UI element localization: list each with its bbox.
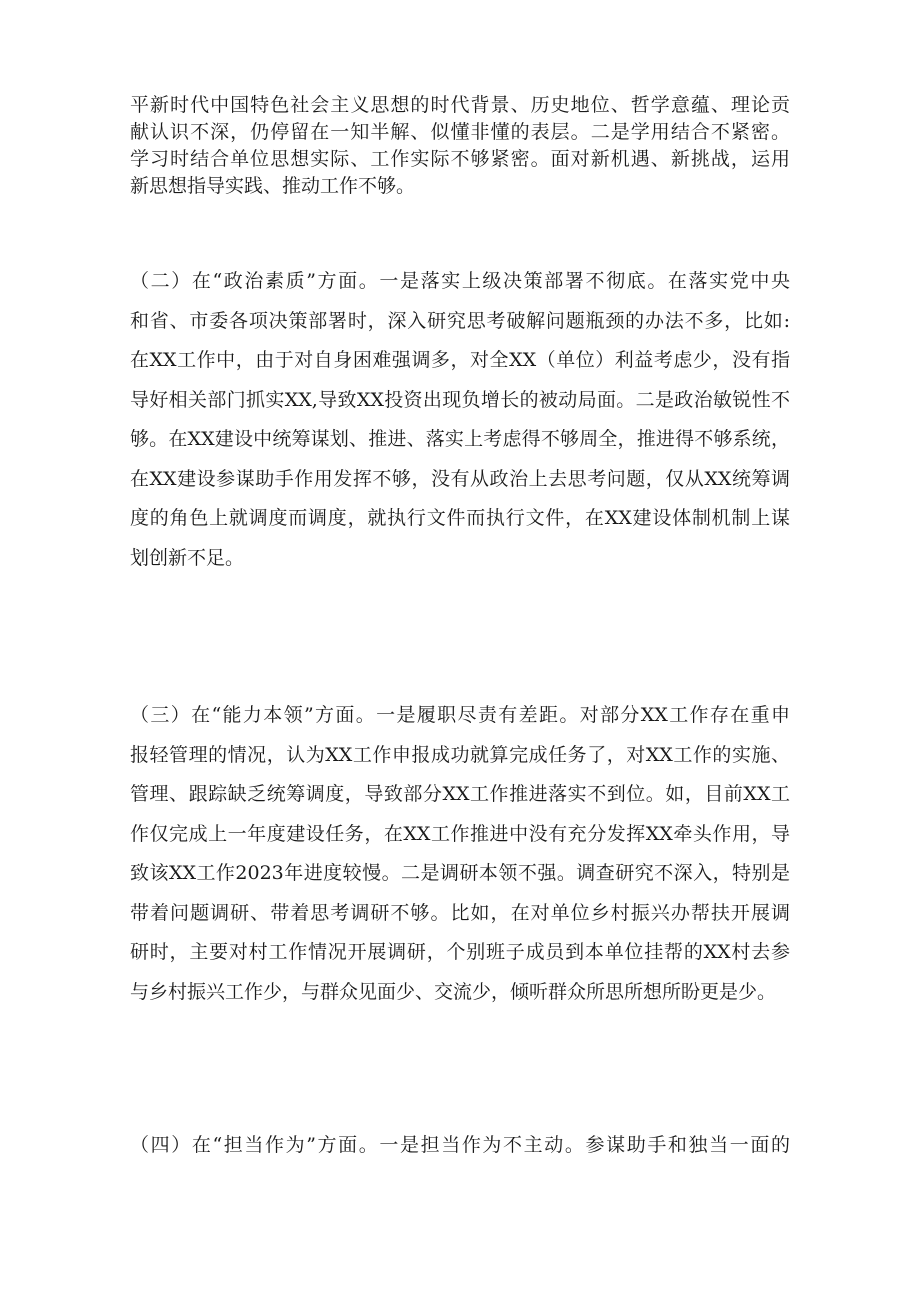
text-line: （二）在“政治素质”方面。一是落实上级决策部署不彻底。在落实党中央 bbox=[130, 270, 790, 292]
text-line: 报轻管理的情况，认为XX工作申报成功就算完成任务了，对XX工作的实施、 bbox=[130, 743, 790, 766]
text-line: 够。在XX建设中统筹谋划、推进、落实上考虑得不够周全，推进得不够系统， bbox=[130, 428, 790, 450]
text-line: （四）在“担当作为”方面。一是担当作为不主动。参谋助手和独当一面的 bbox=[130, 1134, 790, 1156]
text-line: 学习时结合单位思想实际、工作实际不够紧密。面对新机遇、新挑战，运用 bbox=[130, 148, 790, 170]
text-line: 在XX建设参谋助手作用发挥不够，没有从政治上去思考问题，仅从XX统筹调 bbox=[130, 467, 790, 490]
paragraph-theory-study-continued bbox=[130, 92, 790, 200]
text-line: 致该XX工作2023年进度较慢。二是调研本领不强。调查研究不深入，特别是 bbox=[130, 862, 790, 884]
text-line: 导好相关部门抓实XX,导致XX投资出现负增长的被动局面。二是政治敏锐性不 bbox=[130, 388, 790, 411]
text-line: 和省、市委各项决策部署时，深入研究思考破解问题瓶颈的办法不多，比如: bbox=[130, 309, 790, 332]
text-line: 在XX工作中，由于对自身困难强调多，对全XX（单位）利益考虑少，没有指 bbox=[130, 349, 790, 371]
text-line: 带着问题调研、带着思考调研不够。比如，在对单位乡村振兴办帮扶开展调 bbox=[130, 901, 790, 924]
text-line: 作仅完成上一年度建设任务，在XX工作推进中没有充分发挥XX牵头作用，导 bbox=[130, 822, 790, 845]
text-line: 新思想指导实践、推动工作不够。 bbox=[130, 175, 416, 197]
text-line: 平新时代中国特色社会主义思想的时代背景、历史地位、哲学意蕴、理论贡 bbox=[130, 94, 790, 116]
text-line: （三）在“能力本领”方面。一是履职尽责有差距。对部分XX工作存在重申 bbox=[130, 704, 790, 726]
text-line: 度的角色上就调度而调度，就执行文件而执行文件，在XX建设体制机制上谋 bbox=[130, 507, 790, 529]
text-line: 与乡村振兴工作少，与群众见面少、交流少，倾听群众所思所想所盼更是少。 bbox=[130, 980, 777, 1003]
text-line: 献认识不深，仍停留在一知半解、似懂非懂的表层。二是学用结合不紧密。 bbox=[130, 121, 790, 143]
text-line: 研时，主要对村工作情况开展调研，个别班子成员到本单位挂帮的XX村去参 bbox=[130, 941, 790, 963]
paragraph-political-quality bbox=[130, 262, 790, 578]
paragraph-ability-skills bbox=[130, 696, 790, 1012]
text-line: 划创新不足。 bbox=[130, 546, 245, 569]
paragraph-responsibility bbox=[130, 1126, 790, 1166]
text-line: 管理、跟踪缺乏统筹调度，导致部分XX工作推进落实不到位。如，目前XX工 bbox=[130, 783, 790, 805]
